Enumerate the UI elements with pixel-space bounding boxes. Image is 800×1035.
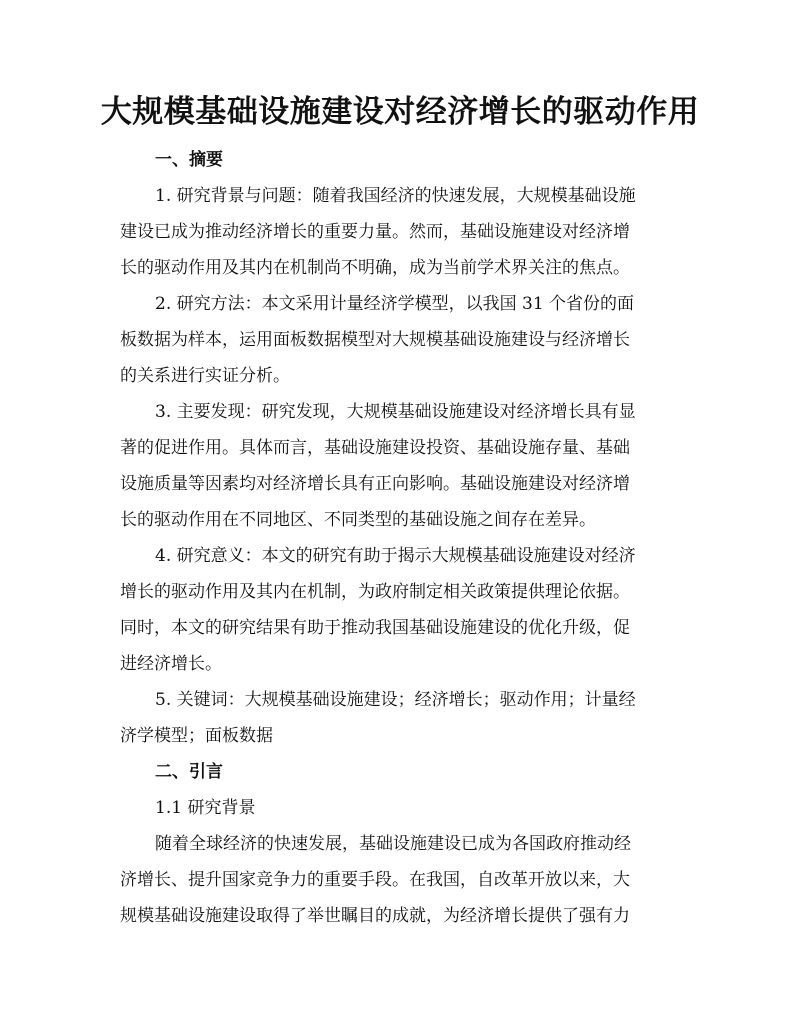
- paragraph-line: 长的驱动作用及其内在机制尚不明确，成为当前学术界关注的焦点。: [120, 258, 630, 278]
- paragraph-line: 1. 研究背景与问题：随着我国经济的快速发展，大规模基础设施: [155, 186, 636, 206]
- paragraph-line: 2. 研究方法：本文采用计量经济学模型，以我国 31 个省份的面: [155, 294, 635, 314]
- paragraph-line: 规模基础设施建设取得了举世瞩目的成就，为经济增长提供了强有力: [120, 906, 630, 926]
- paragraph-line: 5. 关键词：大规模基础设施建设；经济增长；驱动作用；计量经: [155, 690, 636, 710]
- paragraph-line: 济学模型；面板数据: [120, 726, 273, 746]
- paragraph-line: 的关系进行实证分析。: [120, 366, 290, 386]
- paragraph-line: 4. 研究意义：本文的研究有助于揭示大规模基础设施建设对经济: [155, 546, 636, 566]
- paragraph-line: 济增长、提升国家竞争力的重要手段。在我国，自改革开放以来，大: [120, 870, 630, 890]
- paragraph-line: 建设已成为推动经济增长的重要力量。然而，基础设施建设对经济增: [120, 222, 630, 242]
- paragraph-line: 设施质量等因素均对经济增长具有正向影响。基础设施建设对经济增: [120, 474, 630, 494]
- section-heading-abstract: 一、摘要: [155, 150, 223, 170]
- subsection-heading: 1.1 研究背景: [155, 798, 256, 818]
- paragraph-line: 3. 主要发现：研究发现，大规模基础设施建设对经济增长具有显: [155, 402, 636, 422]
- paragraph-line: 增长的驱动作用及其内在机制，为政府制定相关政策提供理论依据。: [120, 582, 630, 602]
- document-title: 大规模基础设施建设对经济增长的驱动作用: [100, 94, 700, 130]
- paragraph-line: 同时，本文的研究结果有助于推动我国基础设施建设的优化升级，促: [120, 618, 630, 638]
- paragraph-line: 进经济增长。: [120, 654, 222, 674]
- section-heading-intro: 二、引言: [155, 762, 223, 782]
- paragraph-line: 长的驱动作用在不同地区、不同类型的基础设施之间存在差异。: [120, 510, 596, 530]
- paragraph-line: 随着全球经济的快速发展，基础设施建设已成为各国政府推动经: [155, 834, 631, 854]
- paragraph-line: 著的促进作用。具体而言，基础设施建设投资、基础设施存量、基础: [120, 438, 630, 458]
- paragraph-line: 板数据为样本，运用面板数据模型对大规模基础设施建设与经济增长: [120, 330, 630, 350]
